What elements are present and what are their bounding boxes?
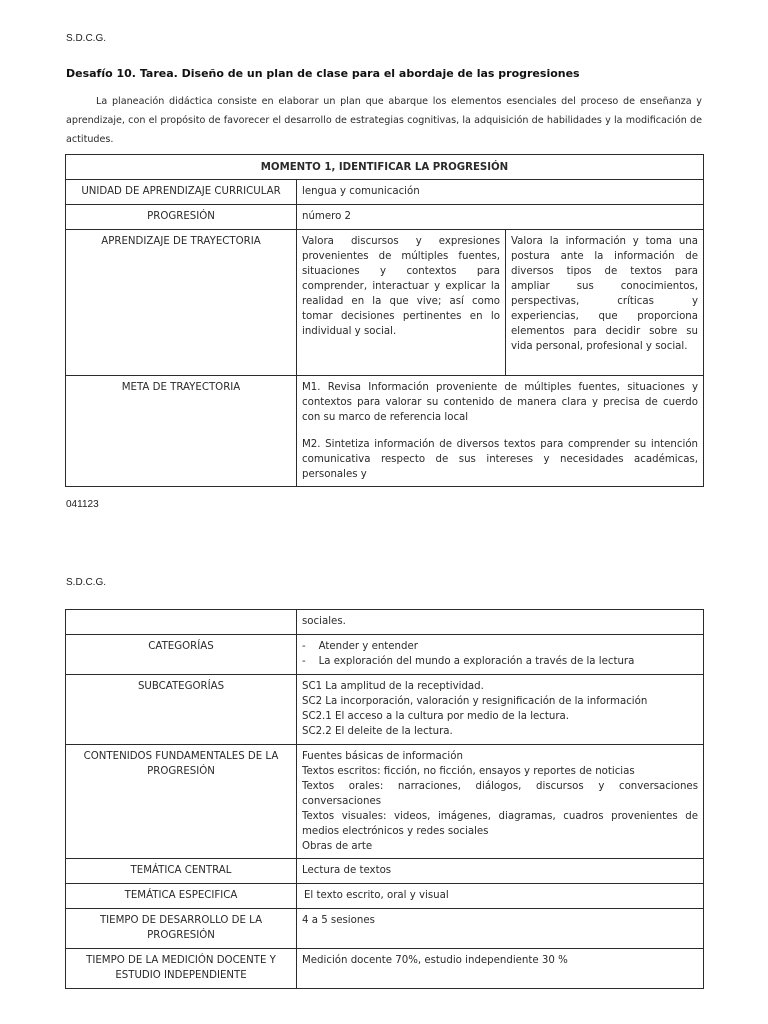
contenidos-label: CONTENIDOS FUNDAMENTALES DE LA PROGRESIÓN <box>66 745 297 859</box>
aprendizaje-label: APRENDIZAJE DE TRAYECTORIA <box>66 230 297 376</box>
tiempo-desarrollo-label: TIEMPO DE DESARROLLO DE LA PROGRESIÓN <box>66 909 297 949</box>
meta-m1: M1. Revisa Información proveniente de múltiples fuentes, situaciones y contextos para valorar su contenido de manera clara y precisa de cuerdo con su marco de referencia local <box>302 382 699 423</box>
tiempo-desarrollo-value: 4 a 5 sesiones <box>297 909 704 949</box>
contenidos-value <box>297 745 704 859</box>
aprendizaje-col1: Valora discursos y expresiones provenientes de múltiples fuentes, situaciones y contextos para comprender, interactuar y explicar la realidad en la que vive; así como tomar decisiones pertinentes en lo individual y social. <box>297 230 506 376</box>
tematica-especifica-value: El texto escrito, oral y visual <box>297 884 704 909</box>
contenido-item: Obras de arte <box>302 841 373 852</box>
unidad-label: UNIDAD DE APRENDIZAJE CURRICULAR <box>66 180 297 205</box>
subcategoria-item: SC2 La incorporación, valoración y resignificación de la información <box>302 696 648 707</box>
tematica-central-value: Lectura de textos <box>297 859 704 884</box>
categoria-item: - La exploración del mundo a exploración a través de la lectura <box>302 656 635 667</box>
contenido-item: Textos orales: narraciones, diálogos, discursos y conversaciones conversaciones <box>302 781 698 807</box>
subcategoria-item: SC2.1 El acceso a la cultura por medio de la lectura. <box>302 711 570 722</box>
tematica-especifica-label: TEMÁTICA ESPECIFICA <box>66 884 297 909</box>
page-header: S.D.C.G. <box>66 33 107 44</box>
aprendizaje-col2: Valora la información y toma una postura ante la información de diversos tipos de textos para ampliar sus conocimientos, perspectivas, críticas y experiencias, que proporciona elementos para decidir sobre su vida personal, profesional y social. <box>506 230 704 376</box>
subcategoria-item: SC1 La amplitud de la receptividad. <box>302 681 484 692</box>
contenido-item: Fuentes básicas de información <box>302 751 463 762</box>
intro-text: La planeación didáctica consiste en elaborar un plan que abarque los elementos esenciales del proceso de enseñanza y aprendizaje, con el propósito de favorecer el desarrollo de estrategias cognitivas, la adquisición de habilidades y la modificación de actitudes. <box>66 96 702 145</box>
tematica-central-label: TEMÁTICA CENTRAL <box>66 859 297 884</box>
intro-paragraph <box>66 92 702 149</box>
categorias-value <box>297 635 704 675</box>
page2-header: S.D.C.G. <box>66 577 107 588</box>
categorias-label: CATEGORÍAS <box>66 635 297 675</box>
contenido-item: Textos escritos: ficción, no ficción, ensayos y reportes de noticias <box>302 766 635 777</box>
progression-table-continued <box>65 609 704 989</box>
tiempo-medicion-label: TIEMPO DE LA MEDICIÓN DOCENTE Y ESTUDIO INDEPENDIENTE <box>66 949 297 989</box>
page-footer: 041123 <box>66 499 99 510</box>
meta-m2: M2. Sintetiza información de diversos textos para comprender su intención comunicativa respecto de sus intereses y necesidades académicas, personales y <box>302 439 699 480</box>
subcategorias-value <box>297 675 704 745</box>
progresion-label: PROGRESIÓN <box>66 205 297 230</box>
document-title: Desafío 10. Tarea. Diseño de un plan de clase para el abordaje de las progresiones <box>66 67 580 80</box>
contenido-item: Textos visuales: videos, imágenes, diagramas, cuadros provenientes de medios electrónicos y redes sociales <box>302 811 698 837</box>
categoria-item: - Atender y entender <box>302 641 418 652</box>
table-title: MOMENTO 1, IDENTIFICAR LA PROGRESIÓN <box>66 155 704 180</box>
continued-value: sociales. <box>297 610 704 635</box>
subcategoria-item: SC2.2 El deleite de la lectura. <box>302 726 453 737</box>
meta-label: META DE TRAYECTORIA <box>66 376 297 487</box>
progression-table <box>65 154 704 487</box>
tiempo-medicion-value: Medición docente 70%, estudio independiente 30 % <box>297 949 704 989</box>
unidad-value: lengua y comunicación <box>297 180 704 205</box>
meta-value <box>297 376 704 487</box>
subcategorias-label: SUBCATEGORÍAS <box>66 675 297 745</box>
progresion-value: número 2 <box>297 205 704 230</box>
continued-label <box>66 610 297 635</box>
